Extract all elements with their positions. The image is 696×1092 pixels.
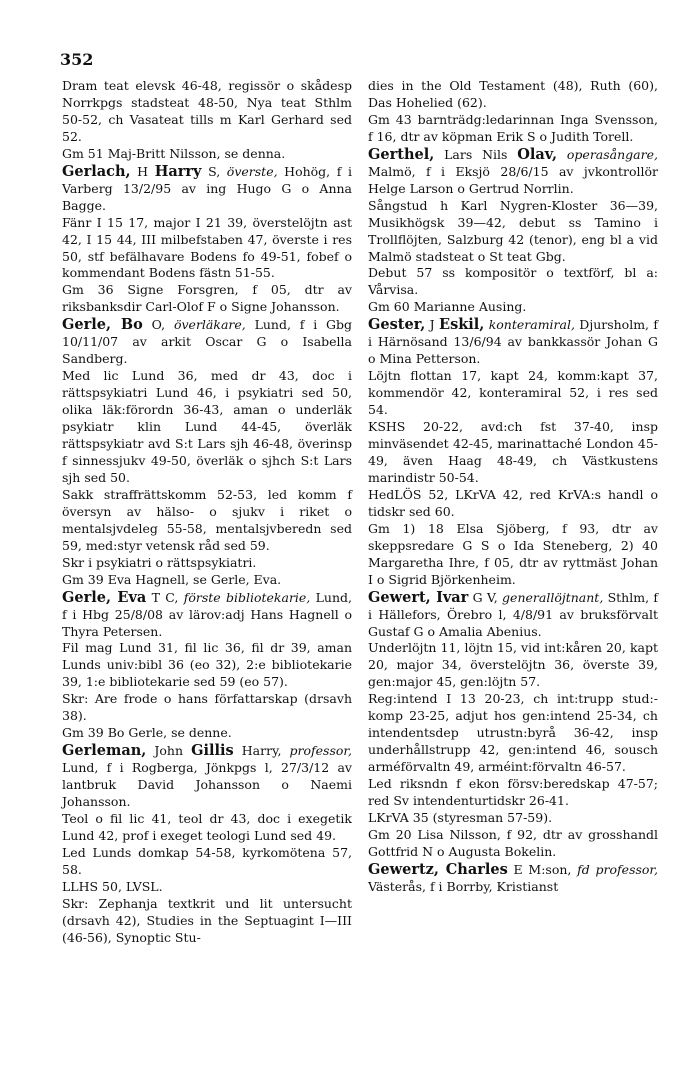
entry-paragraph: Led riksndn f ekon försv:beredskap 47-57; red Sv intendenturtidskr 26-41. [368,776,658,809]
entry-paragraph: Gm 43 barnträdg:ledarinnan Inga Svensson, f 16, dtr av köpman Erik S o Judith Torell. [368,111,658,144]
left-column [62,78,352,947]
entry-title: förste bibliotekarie, [183,589,311,605]
entry-paragraph: Löjtn flottan 17, kapt 24, komm:kapt 37, kommendör 42, konteramiral 52, i res sed 54. [368,368,658,418]
entry-paragraph: LLHS 50, LVSL. [62,878,163,894]
entry-paragraph: Skr i psykiatri o rättspsykiatri. [62,554,257,570]
entry-name: Gerle, Bo [62,316,143,334]
entry-title: överste, [226,163,278,179]
entry-paragraph: Led Lunds domkap 54-58, kyrkomötena 57, 58. [62,844,352,877]
entry-given-names: E M:son, [507,861,578,877]
entry-paragraph: Debut 57 ss kompositör o textförf, bl a: Vårvisa. [368,265,658,298]
entry-given-names: O, [142,317,174,333]
page-number: 352 [60,50,94,69]
entry-text: Sthlm, f i Hällefors, Örebro l, 4/8/91 av bruksförvalt Gustaf G o Amalia Abenius. [368,589,658,639]
entry-title: professor, [289,743,352,759]
entry-paragraph: Fil mag Lund 31, fil lic 36, fil dr 39, aman Lunds univ:bibl 36 (eo 32), 2:e bibliotekarie 39, 1:e bibliotekarie sed 59 (eo 57). [62,640,352,690]
entry-given-names: Lars Nils [434,146,518,162]
entry-paragraph: dies in the Old Testament (48), Ruth (60), Das Hohelied (62). [368,78,658,110]
entry-given-names: Harry, [233,743,290,759]
entry-given-names: J [425,317,440,333]
entry-called-name: Eskil, [439,316,485,334]
entry-called-name: Olav, [517,145,558,163]
entry-title: operasångare, [566,146,658,162]
entry-name: Gerle, Eva [62,588,147,606]
biography-entry [368,862,658,896]
entry-paragraph: Dram teat elevsk 46-48, regissör o skådesp Norrkpgs stadsteat 48-50, Nya teat Sthlm 50-52, ch Vasateat tills m Karl Gerhard sed 52. [62,78,352,144]
entry-paragraph: Gm 1) 18 Elsa Sjöberg, f 93, dtr av skeppsredare G S o Ida Steneberg, 2) 40 Margaretha Ihre, f 05, dtr av ryttmäst Johan I o Sigrid Björkenheim. [368,520,658,587]
biography-entry [368,590,658,641]
entry-called-name: Gillis [191,742,234,760]
entry-given-names: G V, [468,589,503,605]
entry-paragraph: Gm 39 Bo Gerle, se denne. [62,725,232,741]
entry-paragraph: Gm 60 Marianne Ausing. [368,299,527,315]
entry-title: fd professor, [577,861,658,877]
entry-name: Gerthel, [368,145,435,163]
entry-paragraph: Gm 39 Eva Hagnell, se Gerle, Eva. [62,571,282,587]
entry-given-names: John [146,743,192,759]
entry-text: Hohög, f i Varberg 13/2/95 av ing Hugo G o Anna Bagge. [62,163,352,213]
entry-text: Malmö, f i Eksjö 28/6/15 av jvkontrollör Helge Larson o Gertrud Norrlin. [368,163,658,196]
biography-entry [62,317,352,368]
entry-paragraph: KSHS 20-22, avd:ch fst 37-40, insp minväsendet 42-45, marinattaché London 45-49, även Haag 48-49, ch Västkustens marindistr 50-54. [368,419,658,485]
biography-entry [62,590,352,641]
entry-paragraph: LKrVA 35 (styresman 57-59). [368,809,553,825]
entry-name: Gester, [368,316,426,334]
entry-paragraph: Gm 36 Signe Forsgren, f 05, dtr av riksbanksdir Carl-Olof F o Signe Johansson. [62,282,352,315]
right-column [368,78,658,896]
biography-entry [368,317,658,368]
entry-paragraph: Med lic Lund 36, med dr 43, doc i rättspsykiatri Lund 46, i psykiatri sed 50, olika läk:förordn 36-43, aman o underläk psykiatr klin Lund 44-45, överläk rättspsykiatr avd S:t Lars sjh 46-48, överinsp f sinnessjukv 49-50, överläk o sjhch S:t Lars sjh sed 50. [62,368,352,485]
entry-paragraph: Skr: Zephanja textkrit und lit untersucht (drsavh 42), Studies in the Septuagint I—III (46-56), Synoptic Stu- [62,895,352,945]
entry-name: Gerlach, [62,162,131,180]
entry-paragraph: Fänr I 15 17, major I 21 39, överstelöjtn ast 42, I 15 44, III milbefstaben 47, överste i res 50, stf befälhavare Bodens fo 49-51, fobef o kommendant Bodens fästn 51-55. [62,214,352,281]
entry-paragraph: Underlöjtn 11, löjtn 15, vid int:kåren 20, kapt 20, major 34, överstelöjtn 36, överste 39, gen:major 45, gen:löjtn 57. [368,640,658,690]
entry-title: generallöjtnant, [502,589,604,605]
entry-text: Lund, f i Gbg 10/11/07 av arkit Oscar G o Isabella Sandberg. [62,317,352,367]
entry-text: Djursholm, f i Härnösand 13/6/94 av bankkassör Johan G o Mina Petterson. [368,317,658,367]
entry-name: Gewert, Ivar [368,588,469,606]
entry-text: Lund, f i Hbg 25/8/08 av lärov:adj Hans Hagnell o Thyra Petersen. [62,589,352,639]
entry-paragraph: Sångstud h Karl Nygren-Kloster 36—39, Musikhögsk 39—42, debut ss Tamino i Trollflöjten, Salzburg 42 (tenor), eng bl a vid Malmö stadsteat o St teat Gbg. [368,197,658,264]
entry-text: Västerås, f i Borrby, Kristianst [368,878,559,894]
entry-given-names: H [130,163,155,179]
entry-given-names: T C, [146,589,184,605]
entry-paragraph: Gm 51 Maj-Britt Nilsson, se denna. [62,145,286,161]
entry-paragraph: Sakk straffrättskomm 52-53, led komm f översyn av hälso- o sjukv i riket o mentalsjvdeleg 55-58, mentalsjvberedn sed 59, med:styr vetensk råd sed 59. [62,486,352,553]
entry-name: Gewertz, Charles [368,860,508,878]
biography-entry [368,147,658,198]
entry-title: överläkare, [173,317,246,333]
entry-given-names [557,147,567,162]
entry-paragraph: HedLÖS 52, LKrVA 42, red KrVA:s handl o tidskr sed 60. [368,486,658,519]
biography-entry [62,164,352,215]
entry-given-names: S, [201,163,227,179]
entry-paragraph: Gm 20 Lisa Nilsson, f 92, dtr av grosshandl Gottfrid N o Augusta Bokelin. [368,826,658,859]
entry-paragraph: Reg:intend I 13 20-23, ch int:trupp stud:-komp 23-25, adjut hos gen:intend 25-34, ch intendentsdep utrustn:byrå 36-42, insp underhållstrupp 42, gen:intend 46, sousch arméförvaltn 49, arméint:förvaltn 46-57. [368,691,658,775]
biography-entry [62,743,352,811]
entry-called-name: Harry [154,162,202,180]
entry-paragraph: Teol o fil lic 41, teol dr 43, doc i exegetik Lund 42, prof i exeget teologi Lund sed 49. [62,810,352,843]
entry-name: Gerleman, [62,742,147,760]
entry-title: konteramiral, [488,317,575,333]
entry-paragraph: Skr: Are frode o hans författarskap (drsavh 38). [62,691,352,724]
entry-text: Lund, f i Rogberga, Jönkpgs l, 27/3/12 av lantbruk David Johansson o Naemi Johansson. [62,760,352,810]
